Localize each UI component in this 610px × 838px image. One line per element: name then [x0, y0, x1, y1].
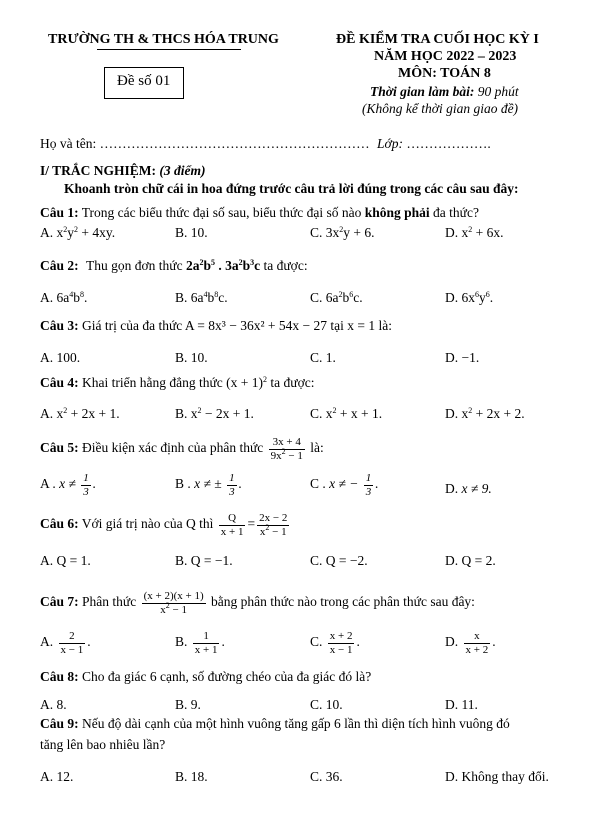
fraction-expression: $\frac{(x + 2)(x + 1)}{x^2 - 1}$ [143, 590, 204, 616]
q5-option-d[interactable]: D. x ≠ 9. [445, 481, 492, 496]
name-label: Họ và tên: [40, 136, 97, 151]
q2-option-d[interactable]: D. $6x^6y^6$. [445, 290, 494, 305]
question-text: ta được: [270, 375, 315, 390]
time-note: (Không kể thời gian giao đề) [362, 101, 519, 116]
question-text: Giá trị của đa thức A = 8x³ − 36x² + 54x − 27 tại x = 1 là: [82, 318, 392, 333]
q2-option-b[interactable]: B. $6a^4b^8c$. [175, 290, 228, 305]
q8-option-b[interactable]: B. 9. [175, 697, 201, 712]
class-label: Lớp: [377, 136, 403, 151]
section-heading [40, 163, 206, 179]
q9-option-d[interactable]: D. Không thay đổi. [445, 769, 549, 784]
q9-option-c[interactable]: C. 36. [310, 769, 343, 784]
question-text: Khai triển hằng đẳng thức (x + 1) [82, 375, 264, 390]
exam-title: ĐỀ KIỂM TRA CUỐI HỌC KỲ I [336, 32, 539, 47]
q8-option-c[interactable]: C. 10. [310, 697, 343, 712]
question-label: Câu 3: [40, 318, 79, 333]
question-7 [40, 590, 475, 616]
question-3 [40, 318, 392, 334]
subject: MÔN: TOÁN 8 [398, 66, 491, 81]
student-info [40, 136, 491, 152]
school-underline [97, 49, 241, 50]
section-title: I/ TRẮC NGHIỆM: [40, 163, 157, 178]
q6-option-b[interactable]: B. Q = −1. [175, 553, 233, 568]
question-text: ta được: [263, 258, 308, 273]
question-text: đa thức? [433, 205, 479, 220]
exam-code: Đề số 01 [117, 73, 171, 89]
question-label: Câu 9: [40, 716, 79, 731]
q7-option-b[interactable]: B. $\frac{1}{x + 1}$ . [175, 630, 225, 656]
q4-option-d[interactable]: D. $x^2 + 2x + 2$. [445, 406, 525, 421]
q2-option-c[interactable]: C. $6a^2b^6c$. [310, 290, 363, 305]
time-label: Thời gian làm bài: [370, 84, 475, 99]
q8-option-d[interactable]: D. 11. [445, 697, 478, 712]
question-4: Câu 4: Khai triển hằng đẳng thức $(x + 1)^2$ ta được: [40, 375, 315, 390]
question-text: bằng phân thức nào trong các phân thức sau đây: [211, 594, 475, 610]
fraction-expression: $\frac{2x - 2}{x^2 - 1}$ [259, 512, 288, 538]
fraction-expression: $\frac{3x + 4}{9x^2 - 1}$ [270, 436, 303, 462]
q3-option-d[interactable]: D. −1. [445, 350, 480, 365]
question-9 [40, 716, 510, 732]
question-text: Với giá trị nào của Q thì [81, 516, 214, 532]
q8-option-a[interactable]: A. 8. [40, 697, 67, 712]
question-2 [40, 258, 308, 274]
question-label: Câu 7: [40, 594, 79, 610]
q6-option-a[interactable]: A. Q = 1. [40, 553, 91, 568]
question-6: Câu 6: Với giá trị nào của Q thì $\frac{Q}{x + 1}$ = $\frac{2x - 2}{x^2 - 1}$ [40, 512, 288, 538]
class-blank: ………………. [406, 136, 491, 151]
school-year: NĂM HỌC 2022 – 2023 [374, 49, 517, 64]
question-label: Câu 1: [40, 205, 79, 220]
question-text: là: [310, 440, 324, 456]
question-9-line2: tăng lên bao nhiêu lần? [40, 737, 166, 752]
q5-option-c[interactable]: C . x ≠ − $\frac{1}{3}$ . [310, 472, 379, 498]
q2-option-a[interactable]: A. $6a^4b^8$. [40, 290, 88, 305]
q3-option-b[interactable]: B. 10. [175, 350, 208, 365]
q5-option-b[interactable]: B . x ≠ ± $\frac{1}{3}$ . [175, 472, 242, 498]
question-label: Câu 2: [40, 258, 79, 273]
section-points: (3 điểm) [159, 163, 206, 178]
question-label: Câu 6: [40, 516, 79, 532]
fraction-expression: $\frac{Q}{x + 1}$ [220, 512, 244, 538]
question-label: Câu 8: [40, 669, 79, 684]
question-text: Nếu độ dài cạnh của một hình vuông tăng gấp 6 lần thì diện tích hình vuông đó [82, 716, 510, 731]
q4-option-a[interactable]: A. $x^2 + 2x + 1$. [40, 406, 120, 421]
question-label: Câu 5: [40, 440, 79, 456]
time-info [370, 84, 519, 100]
question-text: Cho đa giác 6 cạnh, số đường chéo của đa giác đó là? [82, 669, 372, 684]
q1-option-a[interactable]: A. $x^2y^2 + 4xy$. [40, 225, 116, 240]
q5-option-a[interactable]: A . x ≠ $\frac{1}{3}$ . [40, 472, 97, 498]
q3-option-a[interactable]: A. 100. [40, 350, 81, 365]
question-emphasis: không phải [364, 205, 430, 220]
q6-option-c[interactable]: C. Q = −2. [310, 553, 368, 568]
question-1 [40, 205, 479, 221]
q1-option-d[interactable]: D. $x^2 + 6x$. [445, 225, 504, 240]
time-value: 90 phút [477, 84, 519, 99]
q9-option-b[interactable]: B. 18. [175, 769, 208, 784]
section-instruction: Khoanh tròn chữ cái in hoa đứng trước câu trả lời đúng trong các câu sau đây: [64, 181, 519, 196]
q1-option-b[interactable]: B. 10. [175, 225, 208, 240]
q9-option-a[interactable]: A. 12. [40, 769, 74, 784]
q7-option-a[interactable]: A. $\frac{2}{x - 1}$ . [40, 630, 91, 656]
name-blank: …………………………………………………… [99, 136, 370, 151]
q3-option-c[interactable]: C. 1. [310, 350, 336, 365]
q7-option-c[interactable]: C. $\frac{x + 2}{x - 1}$ . [310, 630, 360, 656]
question-8 [40, 669, 371, 685]
q4-option-c[interactable]: C. $x^2 + x + 1$. [310, 406, 383, 421]
q6-option-d[interactable]: D. Q = 2. [445, 553, 496, 568]
question-text: Thu gọn đơn thức [86, 258, 183, 273]
question-text: Trong các biểu thức đại số sau, biểu thức đại số nào [81, 205, 362, 220]
monomial-expression: $2a^2b^5$ . $3a^2b^3c$ [185, 258, 261, 273]
question-5 [40, 436, 324, 462]
q4-option-b[interactable]: B. $x^2 - 2x + 1$. [175, 406, 254, 421]
q1-option-c[interactable]: C. $3x^2y + 6$. [310, 225, 375, 240]
q7-option-d[interactable]: D. $\frac{x}{x + 2}$ . [445, 630, 496, 656]
question-label: Câu 4: [40, 375, 79, 390]
question-text: Điều kiện xác định của phân thức [82, 440, 264, 456]
question-text: Phân thức [82, 594, 137, 610]
school-name: TRƯỜNG TH & THCS HÓA TRUNG [48, 32, 279, 47]
